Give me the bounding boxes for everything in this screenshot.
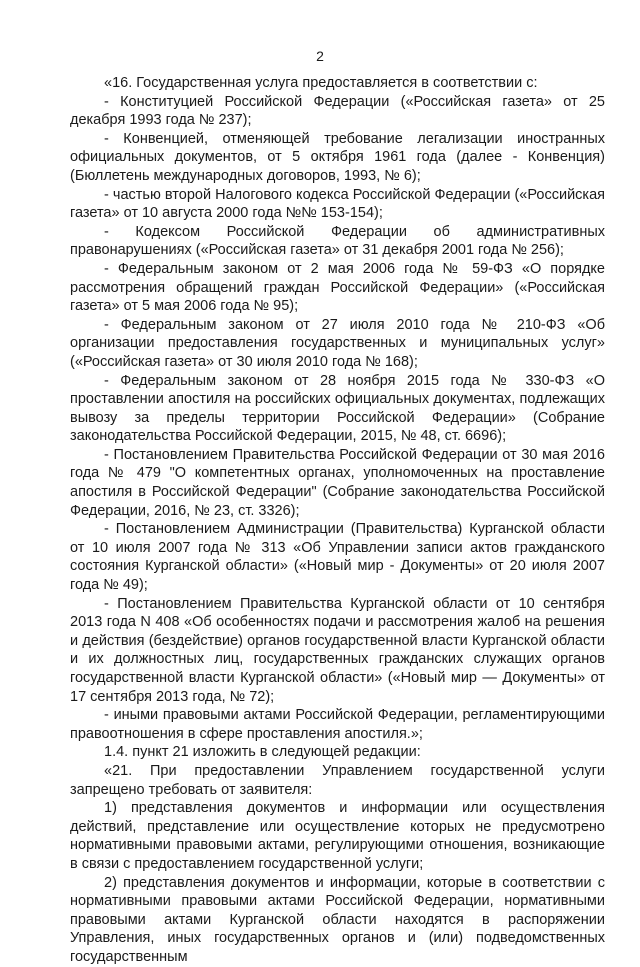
paragraph-resolution-313: - Постановлением Администрации (Правительства) Курганской области от 10 июля 2007 года № 313 «Об Управлении записи актов гражданского состояния Курганской области» («Новый мир - Документы» от 20 июля 2007 года № 49);	[70, 521, 605, 594]
paragraph-administrative-code: - Кодексом Российской Федерации об административных правонарушениях («Российская газета» от 31 декабря 2001 года № 256);	[70, 223, 605, 259]
paragraph-resolution-408: - Постановлением Правительства Курганской области от 10 сентября 2013 года N 408 «Об особенностях подачи и рассмотрения жалоб на решения и действия (бездействие) органов государственной власти Курганской области и их должностных лиц, государственных гражданских служащих органов государственной власти Курганской области» («Новый мир — Документы» от 17 сентября 2013 года, № 72);	[70, 595, 605, 705]
paragraph-law-210: - Федеральным законом от 27 июля 2010 года № 210-ФЗ «Об организации предоставления государственных и муниципальных услуг» («Российская газета» от 30 июля 2010 года № 168);	[70, 316, 605, 370]
paragraph-21-item-2: 2) представления документов и информации, которые в соответствии с нормативными правовыми актами Российской Федерации, нормативными правовыми актами Курганской области находятся в распоряжении Управления, иных государственных органов и (или) подведомственных государственным	[70, 874, 605, 965]
paragraph-resolution-479: - Постановлением Правительства Российской Федерации от 30 мая 2016 года № 479 "О компетентных органах, уполномоченных на проставление апостиля в Российской Федерации" (Собрание законодательства Российской Федерации, 2016, № 23, ст. 3326);	[70, 446, 605, 519]
paragraph-constitution: - Конституцией Российской Федерации («Российская газета» от 25 декабря 1993 года № 237);	[70, 93, 605, 129]
paragraph-law-330: - Федеральным законом от 28 ноября 2015 года № 330-ФЗ «О проставлении апостиля на российских официальных документах, подлежащих вывозу за пределы территории Российской Федерации» (Собрание законодательства Российской Федерации, 2015, № 48, ст. 6696);	[70, 372, 605, 445]
paragraph-16-intro: «16. Государственная услуга предоставляется в соответствии с:	[104, 75, 538, 91]
page-number: 2	[316, 48, 324, 64]
paragraph-21-intro: «21. При предоставлении Управлением государственной услуги запрещено требовать от заявителя:	[70, 762, 605, 798]
paragraph-other-acts: - иными правовыми актами Российской Федерации, регламентирующими правоотношения в сфере проставления апостиля.»;	[70, 707, 605, 742]
paragraph-law-59: - Федеральным законом от 2 мая 2006 года № 59-ФЗ «О порядке рассмотрения обращений граждан Российской Федерации» («Российская газета» от 5 мая 2006 года № 95);	[70, 260, 605, 315]
paragraph-21-item-1: 1) представления документов и информации или осуществления действий, представление или осуществление которых не предусмотрено нормативными правовыми актами, регулирующими отношения, возникающие в связи с предоставлением государственной услуги;	[70, 800, 605, 872]
paragraph-1-4: 1.4. пункт 21 изложить в следующей редакции:	[104, 744, 421, 761]
paragraph-tax-code: - частью второй Налогового кодекса Российской Федерации («Российская газета» от 10 августа 2000 года №№ 153-154);	[70, 186, 605, 222]
document-body	[70, 74, 605, 967]
paragraph-convention: - Конвенцией, отменяющей требование легализации иностранных официальных документов, от 5 октября 1961 года (далее - Конвенция) (Бюллетень международных договоров, 1993, № 6);	[70, 130, 605, 184]
